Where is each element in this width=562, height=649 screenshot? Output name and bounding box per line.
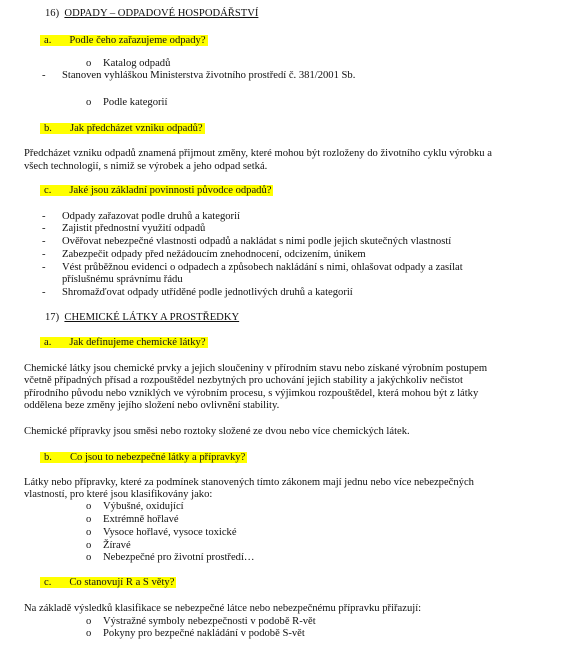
dash-bullet: - [42,287,46,298]
list-item: Zajistit přednostní využití odpadů [62,223,206,234]
section-title: ODPADY – ODPADOVÉ HOSPODÁŘSTVÍ [64,8,259,19]
question-17a [40,337,208,350]
question-17c [40,577,176,590]
section-number: 16) [45,8,60,19]
paragraph-line: všech technologií, s nimiž se výrobek a jeho odpad setká. [24,161,268,172]
question-text: Jak definujeme chemické látky? [61,337,207,348]
list-item: Výbušné, oxidující [103,501,184,512]
circle-bullet: o [86,552,92,563]
section-17-heading [45,312,239,325]
circle-bullet: o [86,527,92,538]
question-16c [40,185,273,198]
dash-bullet: - [42,211,46,222]
list-item: Pokyny pro bezpečné nakládání v podobě S-vět [103,628,305,639]
paragraph-line: včetně případných přísad a rozpouštědel nezbytných pro uchování jejich stability a jakýchkoliv nečistot [24,375,463,386]
dash-bullet: - [42,223,46,234]
list-item-continuation: příslušnému správnímu řádu [62,274,183,285]
paragraph-line: vlastností, pro které jsou klasifikovány jako: [24,489,213,500]
list-item: Vysoce hořlavé, vysoce toxické [103,527,237,538]
paragraph-line: Předcházet vzniku odpadů znamená přijmout změny, které mohou být rozloženy do životního cyklu výrobku a [24,148,492,159]
paragraph-line: Látky nebo přípravky, které za podmínek stanovených tímto zákonem mají jednu nebo více nebezpečných [24,477,474,488]
list-item: Odpady zařazovat podle druhů a kategorií [62,211,240,222]
question-text: Co jsou to nebezpečné látky a přípravky? [62,452,247,463]
question-16a [40,35,208,48]
section-number: 17) [45,312,60,323]
list-item: Podle kategorií [103,97,168,108]
question-text: Podle čeho zařazujeme odpady? [61,35,207,46]
question-letter: c. [40,185,61,196]
list-item: Zabezpečit odpady před nežádoucím znehodnocení, odcizením, únikem [62,249,366,260]
paragraph-line: přírodního původu nebo vzniklých ve výrobním procesu, s výjimkou rozpouštědel, která mohou být z látky [24,388,479,399]
question-text: Co stanovují R a S věty? [61,577,176,588]
circle-bullet: o [86,616,92,627]
list-item: Nebezpečné pro životní prostředí… [103,552,255,563]
circle-bullet: o [86,501,92,512]
question-16b [40,123,205,136]
question-17b [40,452,247,465]
list-item: Stanoven vyhláškou Ministerstva životního prostředí č. 381/2001 Sb. [62,70,356,81]
list-item: Shromažďovat odpady utříděné podle jednotlivých druhů a kategorií [62,287,353,298]
paragraph-line: Chemické látky jsou chemické prvky a jejich sloučeniny v přírodním stavu nebo získané výrobním postupem [24,363,488,374]
question-letter: b. [40,123,62,134]
dash-bullet: - [42,249,46,260]
section-title: CHEMICKÉ LÁTKY A PROSTŘEDKY [64,312,240,323]
paragraph-line: Chemické přípravky jsou směsi nebo roztoky složené ze dvou nebo více chemických látek. [24,426,410,437]
question-letter: a. [40,337,61,348]
question-text: Jaké jsou základní povinnosti původce odpadů? [61,185,273,196]
circle-bullet: o [86,97,92,108]
question-text: Jak předcházet vzniku odpadů? [62,123,205,134]
dash-bullet: - [42,262,46,273]
list-item: Extrémně hořlavé [103,514,179,525]
circle-bullet: o [86,540,92,551]
paragraph-line: oddělena beze změny jejího složení nebo ovlivnění stability. [24,400,280,411]
list-item: Katalog odpadů [103,58,171,69]
list-item: Ověřovat nebezpečné vlastnosti odpadů a nakládat s nimi podle jejich skutečných vlastností [62,236,452,247]
question-letter: c. [40,577,61,588]
question-letter: b. [40,452,62,463]
dash-bullet: - [42,236,46,247]
dash-bullet: - [42,70,46,81]
circle-bullet: o [86,58,92,69]
list-item: Žíravé [103,540,131,551]
list-item: Vést průběžnou evidenci o odpadech a způsobech nakládání s nimi, ohlašovat odpady a zasílat [62,262,463,273]
paragraph-line: Na základě výsledků klasifikace se nebezpečné látce nebo nebezpečnému přípravku přiřazují: [24,603,422,614]
list-item: Výstražné symboly nebezpečnosti v podobě R-vět [103,616,316,627]
circle-bullet: o [86,628,92,639]
circle-bullet: o [86,514,92,525]
question-letter: a. [40,35,61,46]
section-16-heading [45,8,258,21]
